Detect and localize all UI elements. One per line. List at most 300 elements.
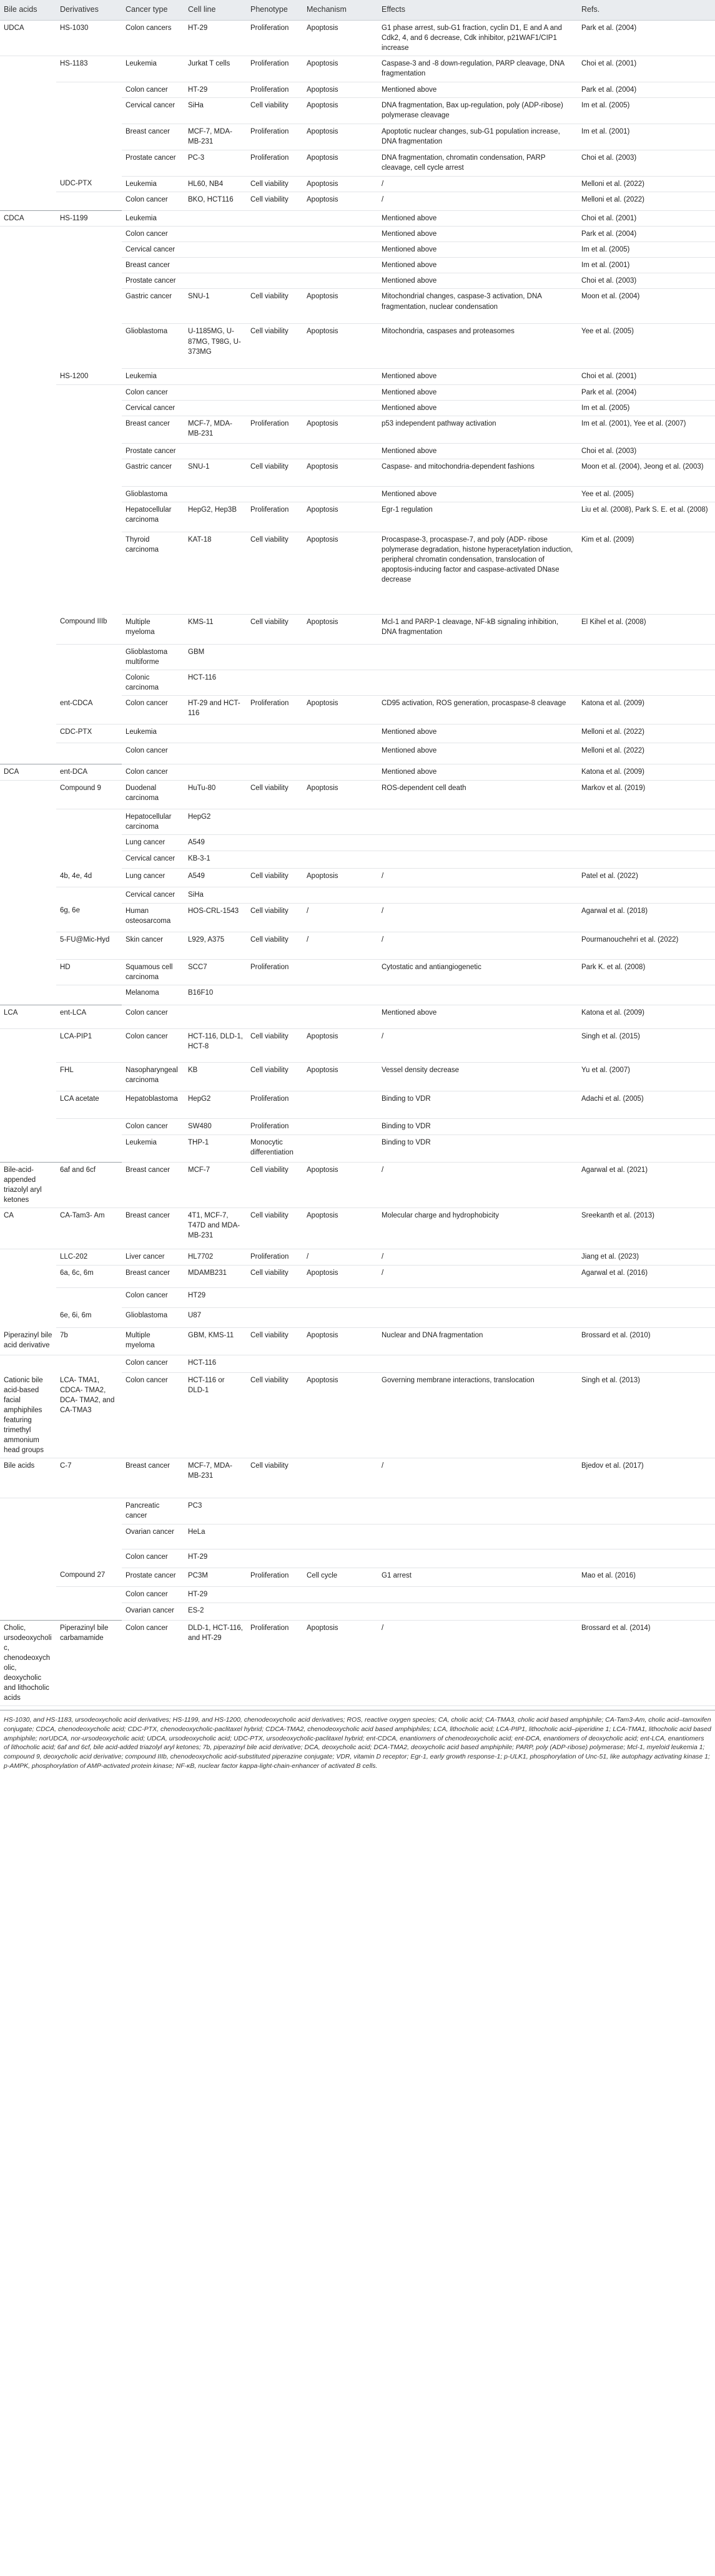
cell-line-cell: A549 <box>184 835 247 851</box>
derivative-cell: ent-DCA <box>56 764 122 781</box>
bile-acid-cell <box>0 192 56 210</box>
derivative-cell: HS-1200 <box>56 369 122 384</box>
bile-acid-cell <box>0 258 56 273</box>
cell-line-cell: SNU-1 <box>184 459 247 486</box>
phenotype-cell: Proliferation <box>247 416 303 443</box>
derivative-cell <box>56 384 122 400</box>
bile-acid-cell <box>0 486 56 502</box>
cancer-type-cell: Breast cancer <box>122 416 184 443</box>
effects-cell: p53 independent pathway activation <box>378 416 578 443</box>
header-bile-acids: Bile acids <box>0 0 56 20</box>
derivative-cell <box>56 1498 122 1524</box>
refs-cell: Bjedov et al. (2017) <box>578 1458 715 1498</box>
derivative-cell: CA-Tam3- Am <box>56 1208 122 1249</box>
table-row <box>0 1549 715 1568</box>
effects-cell: Mcl-1 and PARP-1 cleavage, NF-kB signaling inhibition, DNA fragmentation <box>378 614 578 644</box>
cell-line-cell: HT-29 and HCT-116 <box>184 696 247 724</box>
bile-acid-cell <box>0 1549 56 1568</box>
bile-acid-cell <box>0 384 56 400</box>
mechanism-cell: Apoptosis <box>303 56 378 82</box>
mechanism-cell: Apoptosis <box>303 532 378 614</box>
derivative-cell: Compound 9 <box>56 781 122 809</box>
bile-acid-cell <box>0 1118 56 1134</box>
phenotype-cell: Cell viability <box>247 932 303 959</box>
cell-line-cell: KAT-18 <box>184 532 247 614</box>
mechanism-cell <box>303 1118 378 1134</box>
phenotype-cell: Proliferation <box>247 1620 303 1706</box>
cancer-type-cell: Breast cancer <box>122 124 184 150</box>
table-row <box>0 781 715 809</box>
cancer-type-cell: Prostate cancer <box>122 273 184 289</box>
mechanism-cell: Apoptosis <box>303 1620 378 1706</box>
refs-cell: Kim et al. (2009) <box>578 532 715 614</box>
mechanism-cell <box>303 764 378 781</box>
cancer-type-cell: Prostate cancer <box>122 150 184 176</box>
cell-line-cell: KB-3-1 <box>184 851 247 869</box>
table-row <box>0 459 715 486</box>
phenotype-cell: Proliferation <box>247 150 303 176</box>
cell-line-cell: PC3M <box>184 1568 247 1586</box>
derivative-cell <box>56 644 122 670</box>
effects-cell: ROS-dependent cell death <box>378 781 578 809</box>
table-row <box>0 1249 715 1266</box>
effects-cell: Apoptotic nuclear changes, sub-G1 population increase, DNA fragmentation <box>378 124 578 150</box>
derivative-cell: ent-CDCA <box>56 696 122 724</box>
cancer-type-cell: Skin cancer <box>122 932 184 959</box>
refs-cell: Choi et al. (2001) <box>578 56 715 82</box>
mechanism-cell: Apoptosis <box>303 192 378 210</box>
table-row <box>0 1603 715 1620</box>
effects-cell: Mentioned above <box>378 369 578 384</box>
effects-cell <box>378 851 578 869</box>
mechanism-cell: Apoptosis <box>303 696 378 724</box>
cancer-type-cell: Gastric cancer <box>122 289 184 324</box>
cell-line-cell: DLD-1, HCT-116, and HT-29 <box>184 1620 247 1706</box>
cell-line-cell <box>184 273 247 289</box>
bile-acid-cell <box>0 614 56 644</box>
refs-cell: Yee et al. (2005) <box>578 486 715 502</box>
effects-cell: Mentioned above <box>378 443 578 459</box>
refs-cell: Katona et al. (2009) <box>578 1005 715 1028</box>
derivative-cell <box>56 809 122 835</box>
effects-cell <box>378 887 578 903</box>
effects-cell: Binding to VDR <box>378 1134 578 1162</box>
cell-line-cell: SiHa <box>184 887 247 903</box>
cancer-type-cell: Ovarian cancer <box>122 1603 184 1620</box>
cell-line-cell: SNU-1 <box>184 289 247 324</box>
phenotype-cell: Proliferation <box>247 959 303 985</box>
effects-cell: Mentioned above <box>378 724 578 743</box>
table-row <box>0 932 715 959</box>
bile-acid-cell: CDCA <box>0 210 56 226</box>
mechanism-cell <box>303 1524 378 1549</box>
effects-cell <box>378 1498 578 1524</box>
mechanism-cell: Apoptosis <box>303 614 378 644</box>
effects-cell <box>378 835 578 851</box>
mechanism-cell: / <box>303 1249 378 1266</box>
table-row <box>0 1568 715 1586</box>
table-row <box>0 1028 715 1062</box>
mechanism-cell: Apoptosis <box>303 1373 378 1458</box>
mechanism-cell: Apoptosis <box>303 324 378 369</box>
table-row <box>0 903 715 932</box>
refs-cell <box>578 1118 715 1134</box>
bile-acid-cell <box>0 851 56 869</box>
phenotype-cell: Cell viability <box>247 1062 303 1091</box>
cancer-type-cell: Colon cancer <box>122 1288 184 1308</box>
derivative-cell: 6a, 6c, 6m <box>56 1266 122 1288</box>
phenotype-cell <box>247 1549 303 1568</box>
cell-line-cell: BKO, HCT116 <box>184 192 247 210</box>
bile-acid-cell <box>0 1308 56 1328</box>
phenotype-cell: Cell viability <box>247 1208 303 1249</box>
cancer-type-cell: Nasopharyngeal carcinoma <box>122 1062 184 1091</box>
refs-cell <box>578 887 715 903</box>
refs-cell <box>578 1524 715 1549</box>
cell-line-cell: PC-3 <box>184 150 247 176</box>
phenotype-cell: Cell viability <box>247 1458 303 1498</box>
phenotype-cell: Proliferation <box>247 1249 303 1266</box>
table-row <box>0 1524 715 1549</box>
cancer-type-cell: Breast cancer <box>122 1208 184 1249</box>
cancer-type-cell: Hepatoblastoma <box>122 1091 184 1118</box>
effects-cell: Caspase-3 and -8 down-regulation, PARP cleavage, DNA fragmentation <box>378 56 578 82</box>
cancer-type-cell: Glioblastoma <box>122 486 184 502</box>
cancer-type-cell: Colon cancer <box>122 696 184 724</box>
table-row <box>0 150 715 176</box>
phenotype-cell: Monocytic differentiation <box>247 1134 303 1162</box>
refs-cell: El Kihel et al. (2008) <box>578 614 715 644</box>
derivative-cell <box>56 242 122 258</box>
cancer-type-cell: Colon cancer <box>122 1028 184 1062</box>
cell-line-cell: HT-29 <box>184 20 247 56</box>
table-row <box>0 1288 715 1308</box>
effects-cell: Mentioned above <box>378 210 578 226</box>
bile-acid-cell: UDCA <box>0 20 56 56</box>
effects-cell: / <box>378 176 578 192</box>
derivative-cell: LCA acetate <box>56 1091 122 1118</box>
effects-cell <box>378 809 578 835</box>
cancer-type-cell: Squamous cell carcinoma <box>122 959 184 985</box>
effects-cell: Mentioned above <box>378 384 578 400</box>
phenotype-cell <box>247 1586 303 1603</box>
refs-cell: Park K. et al. (2008) <box>578 959 715 985</box>
cancer-type-cell: Cervical cancer <box>122 400 184 416</box>
cell-line-cell: MCF-7, MDA-MB-231 <box>184 1458 247 1498</box>
refs-cell: Pourmanouchehri et al. (2022) <box>578 932 715 959</box>
derivative-cell <box>56 1118 122 1134</box>
phenotype-cell <box>247 724 303 743</box>
derivative-cell <box>56 124 122 150</box>
bile-acid-cell <box>0 532 56 614</box>
phenotype-cell: Proliferation <box>247 1091 303 1118</box>
bile-acid-cell <box>0 289 56 324</box>
table-row <box>0 124 715 150</box>
derivative-cell <box>56 486 122 502</box>
bile-acid-cell <box>0 176 56 192</box>
bile-acid-cell: Cholic, ursodeoxycholic, chenodeoxycholic, deoxycholic and lithocholic acids <box>0 1620 56 1706</box>
refs-cell <box>578 1586 715 1603</box>
phenotype-cell <box>247 242 303 258</box>
cell-line-cell: B16F10 <box>184 985 247 1005</box>
bile-acid-cell <box>0 324 56 369</box>
cell-line-cell <box>184 369 247 384</box>
table-row <box>0 289 715 324</box>
bile-acid-cell <box>0 835 56 851</box>
cancer-type-cell: Duodenal carcinoma <box>122 781 184 809</box>
effects-cell <box>378 1355 578 1373</box>
mechanism-cell <box>303 670 378 696</box>
phenotype-cell <box>247 835 303 851</box>
table-row <box>0 985 715 1005</box>
cell-line-cell: HuTu-80 <box>184 781 247 809</box>
derivative-cell: FHL <box>56 1062 122 1091</box>
derivative-cell: 6g, 6e <box>56 903 122 932</box>
effects-cell: Mentioned above <box>378 486 578 502</box>
table-row <box>0 1458 715 1498</box>
table-row <box>0 743 715 764</box>
derivative-cell <box>56 851 122 869</box>
effects-cell <box>378 1586 578 1603</box>
bile-acid-cell <box>0 644 56 670</box>
effects-cell <box>378 670 578 696</box>
bile-acid-cell <box>0 670 56 696</box>
mechanism-cell <box>303 985 378 1005</box>
derivative-cell <box>56 82 122 97</box>
phenotype-cell <box>247 369 303 384</box>
cell-line-cell: HT29 <box>184 1288 247 1308</box>
cell-line-cell: HT-29 <box>184 1586 247 1603</box>
effects-cell: Governing membrane interactions, translocation <box>378 1373 578 1458</box>
derivative-cell: Piperazinyl bile carbamamide <box>56 1620 122 1706</box>
derivative-cell: ent-LCA <box>56 1005 122 1028</box>
phenotype-cell: Cell viability <box>247 459 303 486</box>
table-row <box>0 210 715 226</box>
cancer-type-cell: Leukemia <box>122 369 184 384</box>
mechanism-cell <box>303 227 378 242</box>
phenotype-cell <box>247 273 303 289</box>
cancer-type-cell: Colonic carcinoma <box>122 670 184 696</box>
effects-cell: Vessel density decrease <box>378 1062 578 1091</box>
table-row <box>0 369 715 384</box>
table-row <box>0 1005 715 1028</box>
cancer-type-cell: Colon cancer <box>122 1586 184 1603</box>
cancer-type-cell: Ovarian cancer <box>122 1524 184 1549</box>
bile-acid-cell <box>0 1266 56 1288</box>
phenotype-cell <box>247 1308 303 1328</box>
mechanism-cell: Apoptosis <box>303 1062 378 1091</box>
cancer-type-cell: Multiple myeloma <box>122 1328 184 1355</box>
mechanism-cell: Apoptosis <box>303 1328 378 1355</box>
bile-acid-cell <box>0 369 56 384</box>
derivative-cell: HS-1199 <box>56 210 122 226</box>
mechanism-cell <box>303 1091 378 1118</box>
cancer-type-cell: Leukemia <box>122 1134 184 1162</box>
mechanism-cell <box>303 835 378 851</box>
phenotype-cell: Proliferation <box>247 696 303 724</box>
effects-cell: Mentioned above <box>378 1005 578 1028</box>
derivative-cell <box>56 1288 122 1308</box>
bile-acid-cell <box>0 124 56 150</box>
derivative-cell <box>56 1134 122 1162</box>
derivative-cell <box>56 1524 122 1549</box>
cell-line-cell: MCF-7, MDA-MB-231 <box>184 416 247 443</box>
cancer-type-cell: Hepatocellular carcinoma <box>122 502 184 532</box>
effects-cell: Egr-1 regulation <box>378 502 578 532</box>
cell-line-cell: KMS-11 <box>184 614 247 644</box>
bile-acid-cell <box>0 150 56 176</box>
cancer-type-cell: Human osteosarcoma <box>122 903 184 932</box>
bile-acid-cell <box>0 743 56 764</box>
bile-acid-cell <box>0 869 56 887</box>
derivative-cell: C-7 <box>56 1458 122 1498</box>
header-mechanism: Mechanism <box>303 0 378 20</box>
table-row <box>0 696 715 724</box>
derivative-cell: CDC-PTX <box>56 724 122 743</box>
cancer-type-cell: Prostate cancer <box>122 1568 184 1586</box>
cell-line-cell: A549 <box>184 869 247 887</box>
bile-acid-cell <box>0 97 56 124</box>
bile-acid-cell <box>0 227 56 242</box>
effects-cell: / <box>378 192 578 210</box>
refs-cell: Sreekanth et al. (2013) <box>578 1208 715 1249</box>
bile-acid-cell <box>0 809 56 835</box>
cancer-type-cell: Melanoma <box>122 985 184 1005</box>
cancer-type-cell: Colon cancer <box>122 1620 184 1706</box>
table-row <box>0 227 715 242</box>
phenotype-cell: Cell viability <box>247 781 303 809</box>
bile-acid-cell <box>0 400 56 416</box>
refs-cell: Adachi et al. (2005) <box>578 1091 715 1118</box>
effects-cell: G1 phase arrest, sub-G1 fraction, cyclin D1, E and A and Cdk2, 4, and 6 decrease, Cdk inhibitor, p21WAF1/CIP1 increase <box>378 20 578 56</box>
derivative-cell <box>56 324 122 369</box>
refs-cell: Im et al. (2005) <box>578 242 715 258</box>
phenotype-cell <box>247 258 303 273</box>
effects-cell: Molecular charge and hydrophobicity <box>378 1208 578 1249</box>
derivative-cell: HD <box>56 959 122 985</box>
phenotype-cell <box>247 1603 303 1620</box>
refs-cell: Melloni et al. (2022) <box>578 743 715 764</box>
table-row <box>0 273 715 289</box>
effects-cell: Mentioned above <box>378 227 578 242</box>
effects-cell: / <box>378 869 578 887</box>
effects-cell: CD95 activation, ROS generation, procaspase-8 cleavage <box>378 696 578 724</box>
mechanism-cell: Apoptosis <box>303 1028 378 1062</box>
bile-acid-cell <box>0 959 56 985</box>
derivative-cell <box>56 273 122 289</box>
table-row <box>0 764 715 781</box>
effects-cell: G1 arrest <box>378 1568 578 1586</box>
cancer-type-cell: Lung cancer <box>122 869 184 887</box>
bile-acid-cell: LCA <box>0 1005 56 1028</box>
refs-cell: Patel et al. (2022) <box>578 869 715 887</box>
bile-acid-cell <box>0 1524 56 1549</box>
phenotype-cell: Cell viability <box>247 176 303 192</box>
derivative-cell <box>56 400 122 416</box>
effects-cell: Mentioned above <box>378 273 578 289</box>
mechanism-cell <box>303 1134 378 1162</box>
phenotype-cell <box>247 809 303 835</box>
refs-cell <box>578 644 715 670</box>
table-row <box>0 614 715 644</box>
mechanism-cell <box>303 809 378 835</box>
phenotype-cell: Cell viability <box>247 192 303 210</box>
effects-cell: Binding to VDR <box>378 1118 578 1134</box>
cancer-type-cell: Colon cancer <box>122 743 184 764</box>
table-row <box>0 809 715 835</box>
cell-line-cell <box>184 258 247 273</box>
cell-line-cell <box>184 400 247 416</box>
cancer-type-cell: Colon cancer <box>122 192 184 210</box>
phenotype-cell <box>247 1288 303 1308</box>
phenotype-cell <box>247 486 303 502</box>
bile-acid-cell <box>0 1568 56 1586</box>
cell-line-cell: U-1185MG, U-87MG, T98G, U-373MG <box>184 324 247 369</box>
bile-acid-cell <box>0 724 56 743</box>
cell-line-cell: HCT-116 <box>184 670 247 696</box>
derivative-cell: 6af and 6cf <box>56 1162 122 1208</box>
cell-line-cell: HT-29 <box>184 1549 247 1568</box>
derivative-cell <box>56 443 122 459</box>
cancer-type-cell: Cervical cancer <box>122 97 184 124</box>
effects-cell: Mentioned above <box>378 743 578 764</box>
phenotype-cell: Cell viability <box>247 903 303 932</box>
table-body <box>0 20 715 1706</box>
cell-line-cell: HL7702 <box>184 1249 247 1266</box>
derivative-cell <box>56 835 122 851</box>
cell-line-cell: HL60, NB4 <box>184 176 247 192</box>
cancer-type-cell: Breast cancer <box>122 258 184 273</box>
mechanism-cell <box>303 1288 378 1308</box>
header-row <box>0 0 715 20</box>
mechanism-cell <box>303 1498 378 1524</box>
phenotype-cell: Cell viability <box>247 1328 303 1355</box>
table-row <box>0 192 715 210</box>
derivative-cell <box>56 1355 122 1373</box>
table-row <box>0 1498 715 1524</box>
bile-acid-cell <box>0 1603 56 1620</box>
phenotype-cell <box>247 764 303 781</box>
refs-cell: Agarwal et al. (2016) <box>578 1266 715 1288</box>
phenotype-cell <box>247 887 303 903</box>
bile-acid-cell <box>0 1288 56 1308</box>
derivative-cell <box>56 502 122 532</box>
phenotype-cell <box>247 1005 303 1028</box>
bile-acid-cell <box>0 416 56 443</box>
cell-line-cell <box>184 743 247 764</box>
effects-cell <box>378 985 578 1005</box>
phenotype-cell <box>247 210 303 226</box>
derivative-cell: LLC-202 <box>56 1249 122 1266</box>
phenotype-cell: Cell viability <box>247 289 303 324</box>
effects-cell: Nuclear and DNA fragmentation <box>378 1328 578 1355</box>
derivative-cell <box>56 459 122 486</box>
derivative-cell <box>56 887 122 903</box>
cancer-type-cell: Colon cancer <box>122 1355 184 1373</box>
effects-cell: / <box>378 1458 578 1498</box>
table-row <box>0 1162 715 1208</box>
phenotype-cell <box>247 743 303 764</box>
phenotype-cell: Cell viability <box>247 1028 303 1062</box>
phenotype-cell: Cell viability <box>247 324 303 369</box>
mechanism-cell: Apoptosis <box>303 97 378 124</box>
mechanism-cell <box>303 644 378 670</box>
cell-line-cell <box>184 486 247 502</box>
cell-line-cell: HepG2 <box>184 809 247 835</box>
phenotype-cell: Cell viability <box>247 614 303 644</box>
derivative-cell: 6e, 6i, 6m <box>56 1308 122 1328</box>
cancer-type-cell: Colon cancer <box>122 1549 184 1568</box>
